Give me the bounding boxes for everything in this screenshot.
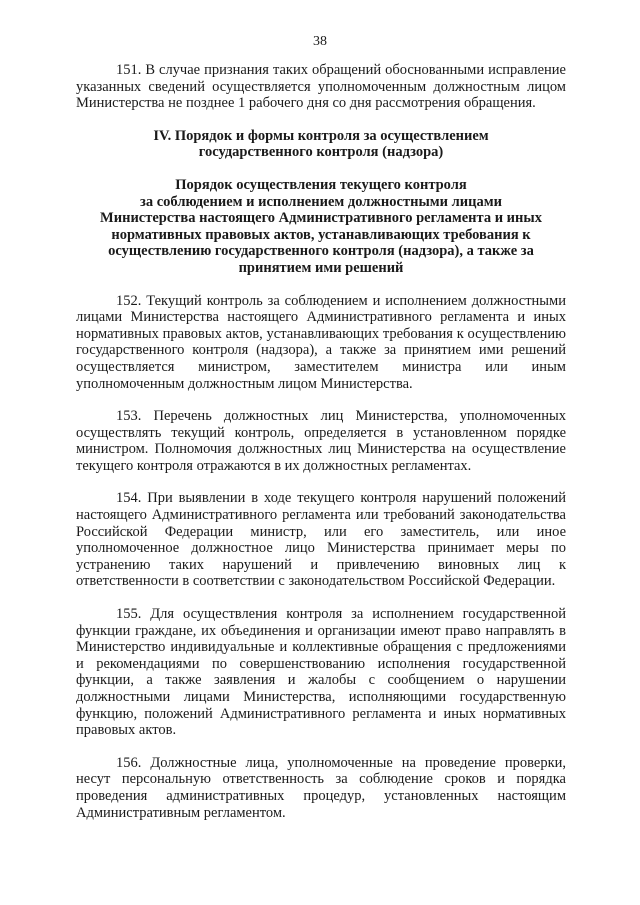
subsection-heading-line: нормативных правовых актов, устанавливающих требования к — [111, 226, 531, 243]
section-heading-line: государственного контроля (надзора) — [198, 144, 444, 161]
section-heading — [76, 128, 566, 161]
paragraph-151: 151. В случае признания таких обращений обоснованными исправление указанных сведений осуществляется уполномоченным должностным лицом Министерства не позднее 1 рабочего дня со дня рассмотрения обращения. — [76, 62, 566, 112]
page-number: 38 — [313, 34, 327, 49]
paragraph-155: 155. Для осуществления контроля за исполнением государственной функции граждане, их объединения и организации имеют право направлять в Министерство индивидуальные и коллективные обращения с предложениями и рекомендациями по совершенствованию исполнения государственной функции, а также заявления и жалобы с сообщением о нарушении должностными лицами Министерства, исполняющими государственную функцию, положений Административного регламента и иных нормативных правовых актов. — [76, 606, 566, 739]
paragraph-152: 152. Текущий контроль за соблюдением и исполнением должностными лицами Министерства настоящего Административного регламента и иных нормативных правовых актов, устанавливающих требования к осуществлению государственного контроля (надзора), а также за принятием ими решений осуществляется министром, заместителем министра или иным уполномоченным должностным лицом Министерства. — [76, 292, 566, 392]
section-heading-line: IV. Порядок и формы контроля за осуществлением — [153, 127, 489, 144]
paragraph-156: 156. Должностные лица, уполномоченные на проведение проверки, несут персональную ответственность за соблюдение сроков и порядка проведения административных процедур, установленных настоящим Административным регламентом. — [76, 754, 566, 821]
subsection-heading-line: принятием ими решений — [238, 259, 404, 276]
subsection-heading-line: Министерства настоящего Административного регламента и иных — [100, 210, 542, 227]
subsection-heading-line: за соблюдением и исполнением должностными лицами — [140, 193, 502, 210]
subsection-heading-line: осуществлению государственного контроля (надзора), а также за — [108, 243, 534, 260]
paragraph-154: 154. При выявлении в ходе текущего контроля нарушений положений настоящего Административного регламента или требований законодательства Российской Федерации министр, или его заместитель, или иное уполномоченное должностное лицо Министерства принимает меры по устранению таких нарушений и привлечению виновных лиц к ответственности в соответствии с законодательством Российской Федерации. — [76, 490, 566, 590]
subsection-heading — [76, 177, 566, 277]
subsection-heading-line: Порядок осуществления текущего контроля — [175, 176, 467, 193]
paragraph-153: 153. Перечень должностных лиц Министерства, уполномоченных осуществлять текущий контроль, определяется в установленном порядке министром. Полномочия должностных лиц Министерства на осуществление текущего контроля отражаются в их должностных регламентах. — [76, 408, 566, 474]
page-content — [76, 62, 566, 821]
